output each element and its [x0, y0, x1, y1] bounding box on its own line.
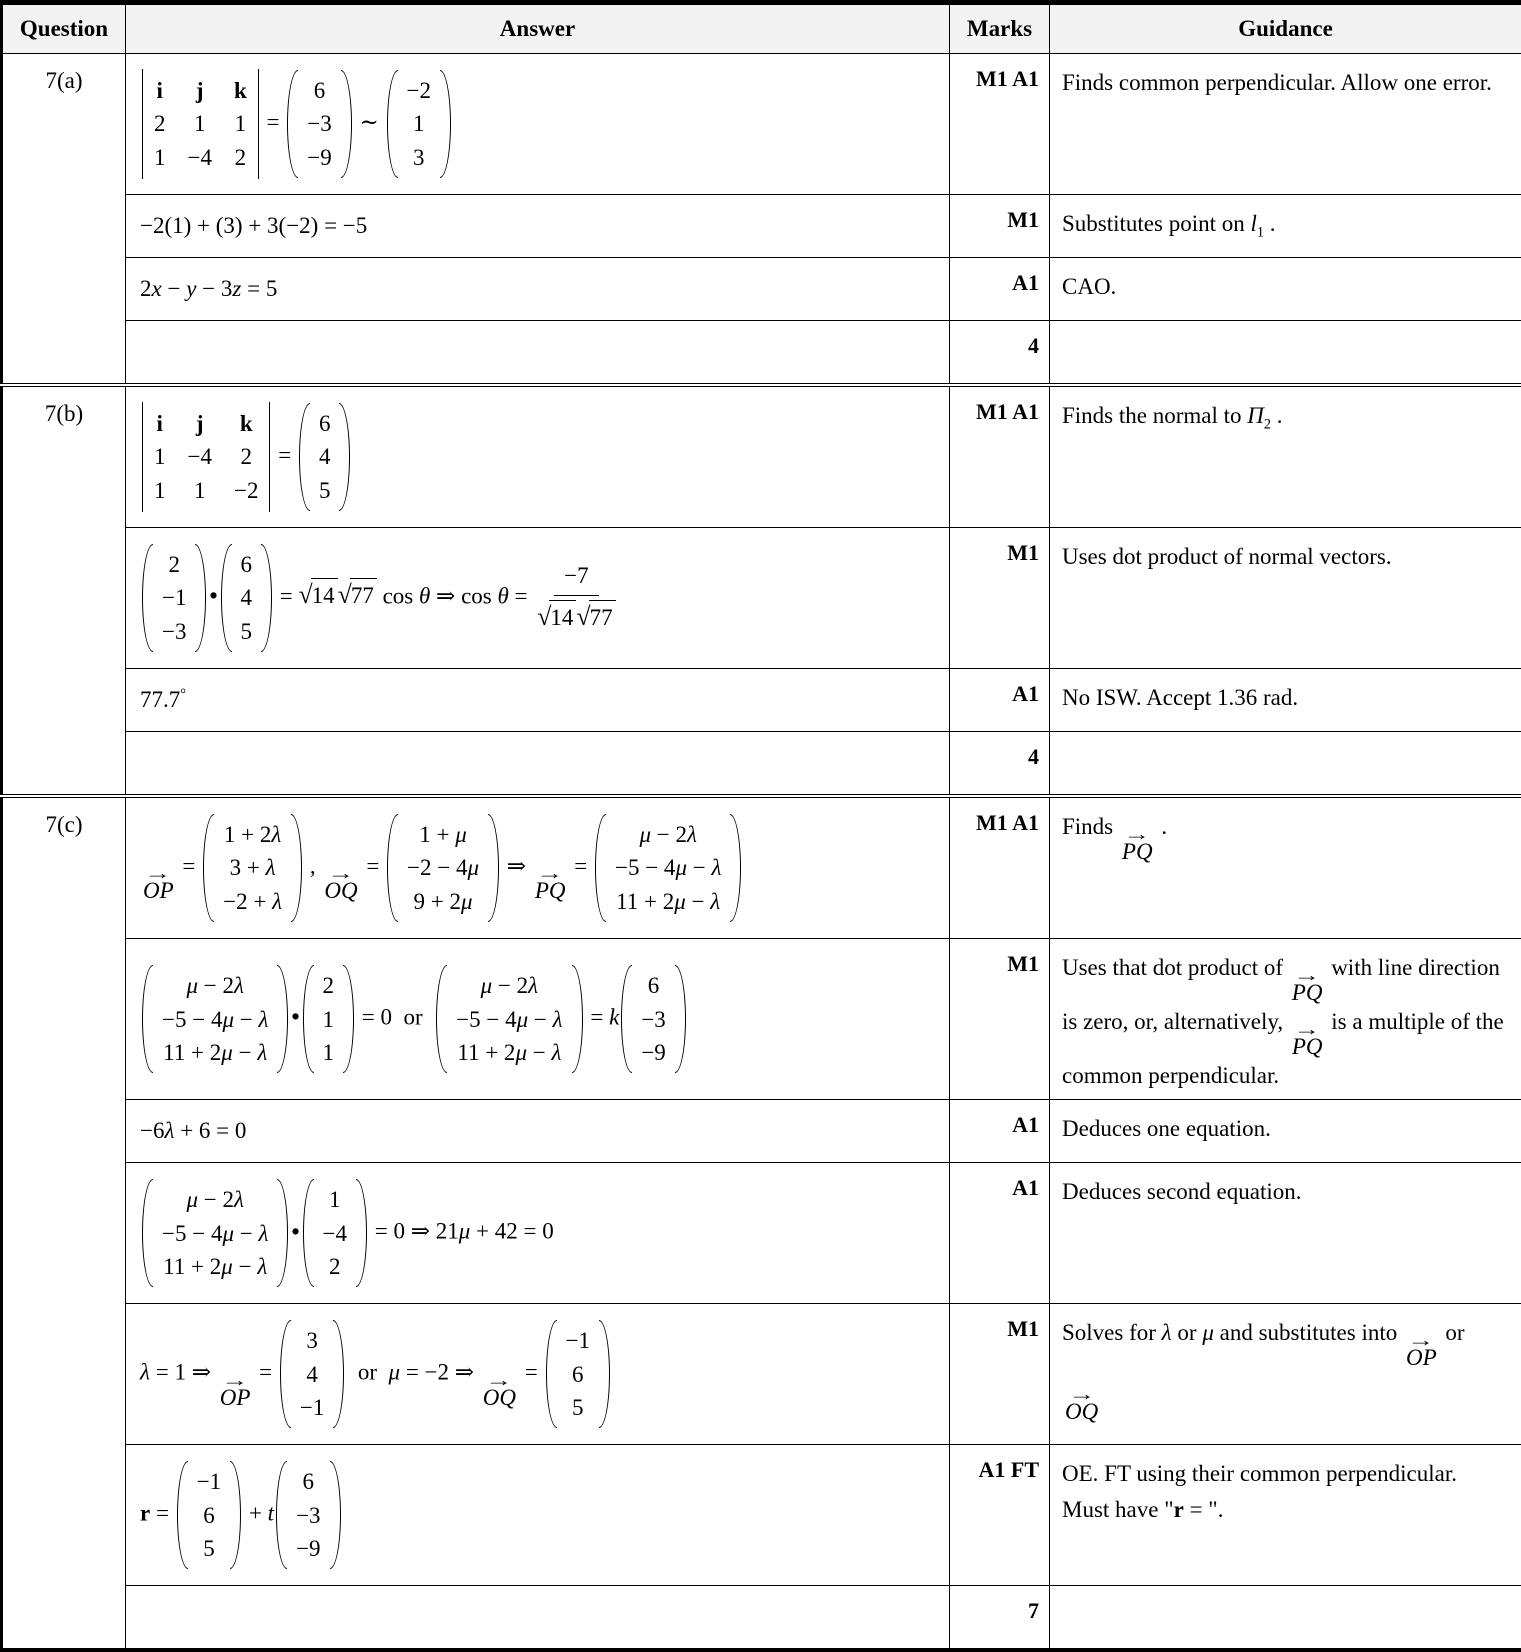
marks-cell: A1: [950, 669, 1050, 732]
left-paren: [303, 1179, 314, 1287]
arrow-icon: →: [1294, 1025, 1321, 1035]
arrow-icon: →: [327, 869, 354, 879]
guidance-cell: [1050, 321, 1521, 386]
arrow-icon: →: [1408, 1336, 1435, 1346]
guidance-cell: Finds the normal to $\Pi_2$ .: [1050, 385, 1521, 528]
math-text: ∼: [354, 109, 385, 134]
math-text: Finds the normal to: [1062, 403, 1247, 428]
math-text: =: [585, 1004, 609, 1029]
marks-cell: M1: [950, 1304, 1050, 1445]
answer-math: [140, 811, 939, 925]
math-text: =: [274, 583, 298, 608]
section-7b: [2, 385, 1521, 796]
section-7c: [2, 796, 1521, 1650]
answer-cell: [126, 669, 950, 732]
arrow-icon: →: [1068, 1390, 1095, 1400]
math-text: −2(1) + (3) + 3(−2) = −5: [140, 213, 367, 238]
guidance-cell: [1050, 939, 1521, 1100]
math-text: −6λ + 6 = 0: [140, 1118, 246, 1143]
guidance-cell: [1050, 796, 1521, 939]
marks-cell: A1: [950, 258, 1050, 321]
left-paren: [142, 1179, 153, 1287]
right-paren: [599, 1320, 610, 1428]
answer-math: [140, 541, 939, 655]
column-vector: −1 6 5: [177, 1461, 241, 1569]
answer-cell: [126, 54, 950, 195]
column-vector: 1 −4 2: [303, 1179, 367, 1287]
marks-cell: 4: [950, 732, 1050, 797]
column-vector: 1 + 2λ 3 + λ −2 + λ: [203, 814, 302, 922]
question-label: 7(c): [2, 796, 126, 1650]
column-vector: 2 −1 −3: [142, 544, 206, 652]
col-header-question: Question: [2, 3, 126, 54]
scheme-row: [2, 258, 1521, 321]
left-paren: [621, 965, 632, 1073]
header-row: [2, 3, 1521, 54]
marks-cell: M1: [950, 528, 1050, 669]
square-root: √ 77: [576, 598, 615, 637]
square-root: √ 14: [299, 576, 338, 615]
square-root: √ 14: [537, 598, 576, 637]
math-text: λ = 1 ⇒: [140, 1360, 217, 1385]
answer-math: [140, 209, 939, 244]
math-text: = 0 or: [356, 1004, 434, 1029]
left-paren: [299, 403, 310, 511]
guidance-cell: [1050, 1100, 1521, 1163]
vector-over-arrow: → OQ: [483, 1376, 516, 1409]
vector-over-arrow: → OQ: [1065, 1390, 1098, 1423]
left-paren: [387, 70, 398, 178]
right-paren: [291, 814, 302, 922]
answer-cell: [126, 1100, 950, 1163]
scheme-row: [2, 54, 1521, 195]
right-paren: [440, 70, 451, 178]
right-paren: [356, 1179, 367, 1287]
left-paren: [546, 1320, 557, 1428]
math-text: Deduces one equation.: [1062, 1116, 1271, 1141]
math-bold: r: [140, 1501, 150, 1526]
left-paren: [595, 814, 606, 922]
right-paren: [195, 544, 206, 652]
column-vector: μ − 2λ −5 − 4μ − λ 11 + 2μ − λ: [436, 965, 582, 1073]
scheme-row: [2, 732, 1521, 797]
math-text: 77.7: [140, 687, 180, 712]
square-root: √ 77: [338, 576, 377, 615]
math-text: ⇒: [501, 853, 532, 878]
guidance-cell: [1050, 54, 1521, 195]
math-text: =: [150, 1501, 174, 1526]
question-label: 7(b): [2, 385, 126, 796]
answer-cell: [126, 385, 950, 528]
right-paren: [277, 965, 288, 1073]
vector-over-arrow: → PQ: [1292, 971, 1323, 1004]
answer-cell: [126, 939, 950, 1100]
arrow-icon: →: [1124, 830, 1151, 840]
vector-over-arrow: → OP: [1406, 1336, 1437, 1369]
right-paren: [333, 1320, 344, 1428]
answer-cell: [126, 796, 950, 939]
section-7a: [2, 54, 1521, 386]
vector-over-arrow: → PQ: [1292, 1025, 1323, 1058]
math-text: Substitutes point on: [1062, 211, 1251, 236]
arrow-icon: →: [145, 869, 172, 879]
left-paren: [387, 814, 398, 922]
math-text: Solves for λ or μ and substitutes into: [1062, 1320, 1403, 1345]
scheme-row: [2, 669, 1521, 732]
marks-cell: M1 A1: [950, 385, 1050, 528]
right-paren: [339, 403, 350, 511]
math-text: .: [1271, 403, 1283, 428]
guidance-cell: Substitutes point on $l_1$ .: [1050, 195, 1521, 258]
math-text: is a multiple of the common perpendicular.: [1062, 1009, 1510, 1088]
math-text: Finds common perpendicular. Allow one error.: [1062, 70, 1492, 95]
left-paren: [203, 814, 214, 922]
marks-cell: M1: [950, 939, 1050, 1100]
math-text: or: [1440, 1320, 1471, 1345]
column-vector: μ − 2λ −5 − 4μ − λ 11 + 2μ − λ: [142, 1179, 288, 1287]
math-text: ,: [304, 853, 321, 878]
math-text: Uses dot product of normal vectors.: [1062, 544, 1392, 569]
determinant: i j k 1 −4 2 1 1 −2: [142, 402, 270, 512]
answer-math: [140, 1458, 939, 1572]
dot-product-icon: •: [291, 1004, 299, 1029]
math-text: Finds: [1062, 814, 1119, 839]
math-text: =: [519, 1360, 543, 1385]
scheme-row: [2, 939, 1521, 1100]
scheme-row: [2, 1304, 1521, 1445]
math-text: −: [162, 276, 186, 301]
dot-product-icon: •: [291, 1219, 299, 1244]
column-vector: 2 1 1: [303, 965, 355, 1073]
answer-cell: [126, 195, 950, 258]
right-paren: [730, 814, 741, 922]
scheme-row: [2, 1445, 1521, 1586]
math-text: .: [1156, 814, 1168, 839]
right-paren: [261, 544, 272, 652]
math-italic: t: [268, 1501, 274, 1526]
answer-math: [140, 399, 939, 515]
right-paren: [572, 965, 583, 1073]
answer-cell: [126, 1163, 950, 1304]
answer-cell: [126, 258, 950, 321]
scheme-row: [2, 195, 1521, 258]
math-text: = 0 ⇒ 21μ + 42 = 0: [369, 1219, 554, 1244]
answer-cell: [126, 1586, 950, 1651]
left-paren: [436, 965, 447, 1073]
scheme-row: [2, 321, 1521, 386]
answer-math: [140, 1317, 939, 1431]
arrow-icon: →: [1294, 971, 1321, 981]
col-header-guidance: Guidance: [1050, 3, 1521, 54]
column-vector: 6 4 5: [299, 403, 351, 511]
arrow-icon: →: [537, 869, 564, 879]
math-italic: z: [232, 276, 241, 301]
answer-math: [140, 1176, 939, 1290]
math-text: Deduces second equation.: [1062, 1179, 1302, 1204]
math-text: No ISW. Accept 1.36 rad.: [1062, 685, 1298, 710]
column-vector: 6 4 5: [221, 544, 273, 652]
column-vector: −1 6 5: [546, 1320, 610, 1428]
column-vector: μ − 2λ −5 − 4μ − λ 11 + 2μ − λ: [595, 814, 741, 922]
math-text: CAO.: [1062, 274, 1116, 299]
guidance-cell: [1050, 669, 1521, 732]
column-vector: 6 −3 −9: [276, 1461, 340, 1569]
math-text: = ".: [1184, 1497, 1224, 1522]
math-text: OE. FT using their common perpendicular. Must have ": [1062, 1461, 1463, 1522]
math-text: =: [272, 442, 296, 467]
guidance-cell: [1050, 1163, 1521, 1304]
math-text: − 3: [196, 276, 232, 301]
math-text: 2: [140, 276, 152, 301]
math-italic: θ: [497, 583, 508, 608]
answer-math: [140, 962, 939, 1076]
right-paren: [343, 965, 354, 1073]
left-paren: [221, 544, 232, 652]
marks-cell: A1: [950, 1163, 1050, 1304]
math-text: =: [253, 1360, 277, 1385]
math-text: −7: [564, 563, 588, 588]
col-header-answer: Answer: [126, 3, 950, 54]
fraction: [537, 559, 615, 637]
determinant: i j k 2 1 1 1 −4 2: [142, 69, 259, 179]
math-text: =: [177, 853, 201, 878]
column-vector: 1 + μ −2 − 4μ 9 + 2μ: [387, 814, 499, 922]
left-paren: [303, 965, 314, 1073]
math-text: with line direction is zero, or, alternatively,: [1062, 955, 1506, 1034]
math-italic: l: [1251, 211, 1257, 236]
math-text: +: [243, 1501, 267, 1526]
math-italic: Π: [1247, 403, 1264, 428]
right-paren: [277, 1179, 288, 1287]
right-paren: [488, 814, 499, 922]
answer-math: [140, 66, 939, 182]
math-italic: x: [152, 276, 162, 301]
math-text: or μ = −2 ⇒: [346, 1360, 479, 1385]
answer-math: [140, 1114, 939, 1149]
vector-over-arrow: → OP: [143, 869, 174, 902]
answer-cell: [126, 1445, 950, 1586]
arrow-icon: →: [222, 1376, 249, 1386]
question-label: 7(a): [2, 54, 126, 386]
math-bold: r: [1174, 1497, 1184, 1522]
marks-cell: A1 FT: [950, 1445, 1050, 1586]
math-italic: y: [186, 276, 196, 301]
column-vector: μ − 2λ −5 − 4μ − λ 11 + 2μ − λ: [142, 965, 288, 1073]
left-paren: [142, 544, 153, 652]
answer-math: 77.7°: [140, 683, 939, 718]
right-paren: [675, 965, 686, 1073]
dot-product-icon: •: [209, 583, 217, 608]
scheme-row: [2, 796, 1521, 939]
table-header: [2, 3, 1521, 54]
marks-cell: M1 A1: [950, 796, 1050, 939]
math-text: Uses that dot product of: [1062, 955, 1289, 980]
marks-cell: M1 A1: [950, 54, 1050, 195]
answer-cell: [126, 528, 950, 669]
arrow-icon: →: [486, 1376, 513, 1386]
math-italic: k: [609, 1004, 619, 1029]
scheme-row: [2, 1163, 1521, 1304]
column-vector: 6 −3 −9: [287, 70, 351, 178]
marks-cell: 4: [950, 321, 1050, 386]
scheme-row: [2, 1586, 1521, 1651]
math-text: = 5: [241, 276, 277, 301]
math-text: =: [261, 109, 285, 134]
answer-cell: [126, 1304, 950, 1445]
scheme-row: [2, 1100, 1521, 1163]
left-paren: [142, 965, 153, 1073]
column-vector: 3 4 −1: [280, 1320, 344, 1428]
guidance-cell: [1050, 732, 1521, 797]
marks-cell: M1: [950, 195, 1050, 258]
left-paren: [280, 1320, 291, 1428]
math-text: =: [569, 853, 593, 878]
vector-over-arrow: → OQ: [324, 869, 357, 902]
vector-over-arrow: → PQ: [1122, 830, 1153, 863]
left-paren: [287, 70, 298, 178]
col-header-marks: Marks: [950, 3, 1050, 54]
vector-over-arrow: → PQ: [535, 869, 566, 902]
math-text: cos: [377, 583, 419, 608]
math-italic: θ: [419, 583, 430, 608]
scheme-row: [2, 528, 1521, 669]
answer-cell: [126, 732, 950, 797]
column-vector: −2 1 3: [387, 70, 451, 178]
math-text: =: [509, 583, 533, 608]
column-vector: 6 −3 −9: [621, 965, 685, 1073]
answer-cell: [126, 321, 950, 386]
vector-over-arrow: → OP: [220, 1376, 251, 1409]
answer-math: [140, 272, 939, 307]
guidance-cell: [1050, 1304, 1521, 1445]
right-paren: [341, 70, 352, 178]
math-text: ⇒ cos: [430, 583, 497, 608]
scheme-row: [2, 385, 1521, 528]
marks-cell: 7: [950, 1586, 1050, 1651]
guidance-cell: [1050, 1586, 1521, 1651]
guidance-cell: [1050, 258, 1521, 321]
marks-cell: A1: [950, 1100, 1050, 1163]
math-text: .: [1264, 211, 1276, 236]
guidance-cell: [1050, 528, 1521, 669]
guidance-cell: [1050, 1445, 1521, 1586]
math-text: =: [361, 853, 385, 878]
